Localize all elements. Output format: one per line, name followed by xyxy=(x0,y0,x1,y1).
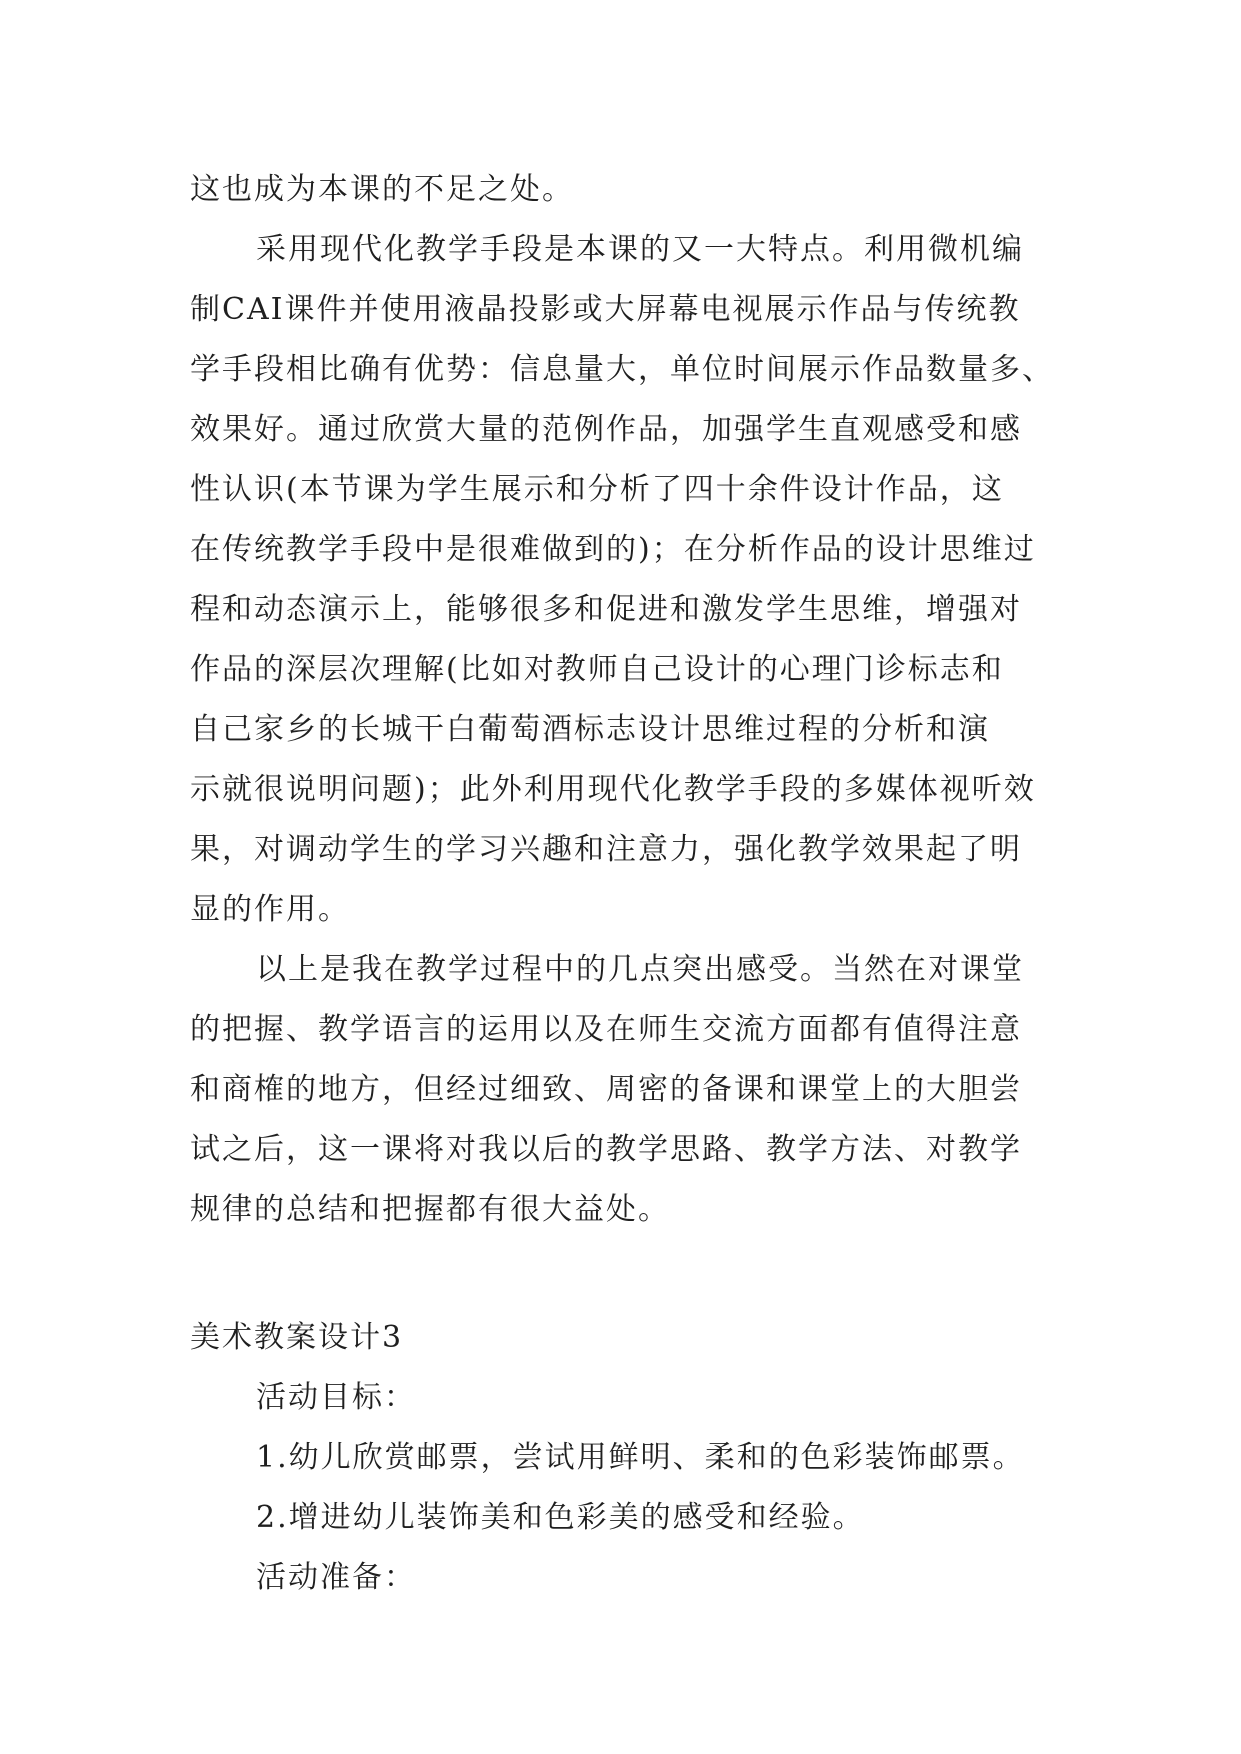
list-item: 1.幼儿欣赏邮票，尝试用鲜明、柔和的色彩装饰邮票。 xyxy=(256,1440,1025,1475)
text-line: 自己家乡的长城干白葡萄酒标志设计思维过程的分析和演 xyxy=(190,712,990,747)
text-line: 作品的深层次理解(比如对教师自己设计的心理门诊标志和 xyxy=(190,652,1004,687)
paragraph-start: 以上是我在教学过程中的几点突出感受。当然在对课堂 xyxy=(256,952,1024,987)
text-line: 制CAI课件并使用液晶投影或大屏幕电视展示作品与传统教 xyxy=(190,292,1021,327)
section-spacer xyxy=(190,1240,1060,1308)
text-line: 示就很说明问题)；此外利用现代化教学手段的多媒体视听效 xyxy=(190,772,1036,807)
text-line: 这也成为本课的不足之处。 xyxy=(190,172,574,207)
text-line: 学手段相比确有优势：信息量大，单位时间展示作品数量多、 xyxy=(190,352,1054,387)
subheading-goals: 活动目标： xyxy=(256,1380,416,1415)
list-item: 2.增进幼儿装饰美和色彩美的感受和经验。 xyxy=(256,1500,865,1535)
text-line: 显的作用。 xyxy=(190,892,350,927)
text-line: 程和动态演示上，能够很多和促进和激发学生思维，增强对 xyxy=(190,592,1022,627)
text-line: 的把握、教学语言的运用以及在师生交流方面都有值得注意 xyxy=(190,1012,1022,1047)
document-body xyxy=(190,160,1060,1608)
subheading-preparation: 活动准备： xyxy=(256,1560,416,1595)
text-line: 和商榷的地方，但经过细致、周密的备课和课堂上的大胆尝 xyxy=(190,1072,1022,1107)
text-line: 在传统教学手段中是很难做到的)；在分析作品的设计思维过 xyxy=(190,532,1036,567)
text-line: 效果好。通过欣赏大量的范例作品，加强学生直观感受和感 xyxy=(190,412,1022,447)
text-line: 规律的总结和把握都有很大益处。 xyxy=(190,1192,670,1227)
section-title: 美术教案设计3 xyxy=(190,1320,404,1355)
text-line: 果，对调动学生的学习兴趣和注意力，强化教学效果起了明 xyxy=(190,832,1022,867)
paragraph-start: 采用现代化教学手段是本课的又一大特点。利用微机编 xyxy=(256,232,1024,267)
text-line: 性认识(本节课为学生展示和分析了四十余件设计作品，这 xyxy=(190,472,1004,507)
text-line: 试之后，这一课将对我以后的教学思路、教学方法、对教学 xyxy=(190,1132,1022,1167)
